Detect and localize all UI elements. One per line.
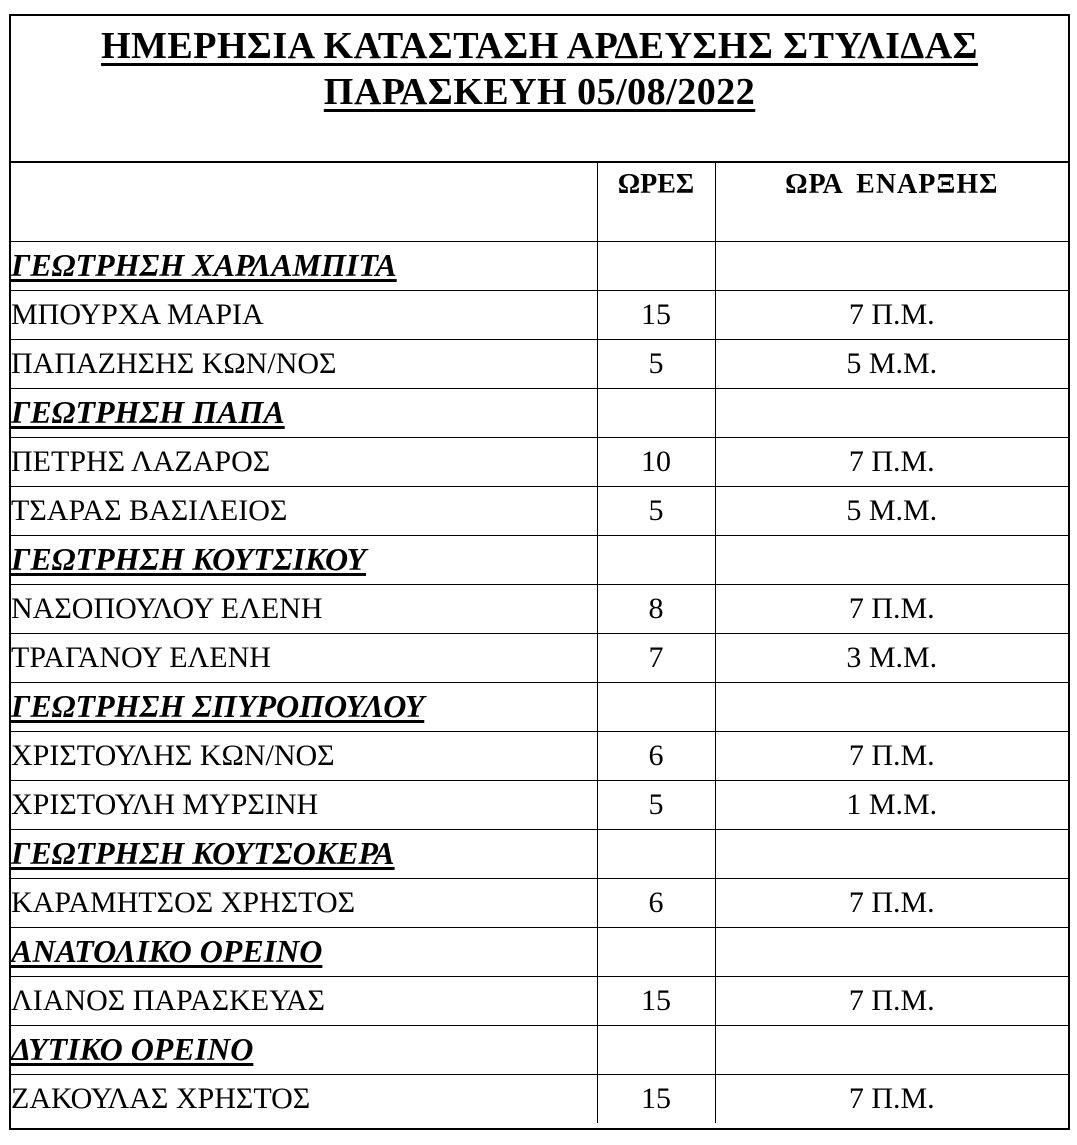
table-row xyxy=(11,633,1068,682)
start-time: 7 Π.Μ. xyxy=(715,976,1068,1025)
irrigation-hours: 8 xyxy=(597,584,715,633)
section-label: ΓΕΩΤΡΗΣΗ ΣΠΥΡΟΠΟΥΛΟΥ xyxy=(11,688,425,724)
section-label: ΓΕΩΤΡΗΣΗ ΠΑΠΑ xyxy=(11,394,285,430)
section-hours-cell xyxy=(597,241,715,290)
document-title-text: ΗΜΕΡΗΣΙΑ ΚΑΤΑΣΤΑΣΗ ΑΡΔΕΥΣΗΣ ΣΤΥΛΙΔΑΣ xyxy=(101,25,978,67)
start-time: 5 Μ.Μ. xyxy=(715,486,1068,535)
section-label: ΓΕΩΤΡΗΣΗ ΚΟΥΤΣΟΚΕΡΑ xyxy=(11,835,395,871)
table-row xyxy=(11,780,1068,829)
start-time: 7 Π.Μ. xyxy=(715,731,1068,780)
table-row xyxy=(11,976,1068,1025)
table-row xyxy=(11,486,1068,535)
table-row xyxy=(11,1074,1068,1123)
irrigation-hours: 6 xyxy=(597,731,715,780)
irrigation-table xyxy=(11,161,1068,1123)
section-label-cell xyxy=(11,682,597,731)
farmer-name: ΤΡΑΓΑΝΟΥ ΕΛΕΝΗ xyxy=(11,633,597,682)
section-label: ΓΕΩΤΡΗΣΗ ΧΑΡΛΑΜΠΙΤΑ xyxy=(11,247,397,283)
irrigation-hours: 7 xyxy=(597,633,715,682)
section-row xyxy=(11,241,1068,290)
table-row xyxy=(11,437,1068,486)
farmer-name: ΛΙΑΝΟΣ ΠΑΡΑΣΚΕΥΑΣ xyxy=(11,976,597,1025)
section-hours-cell xyxy=(597,682,715,731)
header-hours: ΩΡΕΣ xyxy=(597,161,715,241)
start-time: 7 Π.Μ. xyxy=(715,878,1068,927)
table-row xyxy=(11,339,1068,388)
section-label-cell xyxy=(11,388,597,437)
irrigation-hours: 15 xyxy=(597,1074,715,1123)
section-label-cell xyxy=(11,535,597,584)
section-label-cell xyxy=(11,1025,597,1074)
start-time: 7 Π.Μ. xyxy=(715,1074,1068,1123)
irrigation-hours: 15 xyxy=(597,290,715,339)
farmer-name: ΠΕΤΡΗΣ ΛΑΖΑΡΟΣ xyxy=(11,437,597,486)
irrigation-schedule-sheet xyxy=(9,14,1070,1130)
start-time: 5 Μ.Μ. xyxy=(715,339,1068,388)
document-date-text: ΠΑΡΑΣΚΕΥΗ 05/08/2022 xyxy=(323,71,756,113)
irrigation-hours: 5 xyxy=(597,486,715,535)
section-start-cell xyxy=(715,535,1068,584)
farmer-name: ΧΡΙΣΤΟΥΛΗΣ ΚΩΝ/ΝΟΣ xyxy=(11,731,597,780)
section-label: ΔΥΤΙΚΟ ΟΡΕΙΝΟ xyxy=(11,1031,254,1067)
section-label-cell xyxy=(11,241,597,290)
table-row xyxy=(11,290,1068,339)
table-header-row xyxy=(11,161,1068,241)
section-start-cell xyxy=(715,829,1068,878)
section-hours-cell xyxy=(597,927,715,976)
section-start-cell xyxy=(715,388,1068,437)
table-row xyxy=(11,584,1068,633)
section-row xyxy=(11,535,1068,584)
irrigation-hours: 5 xyxy=(597,339,715,388)
section-row xyxy=(11,829,1068,878)
section-hours-cell xyxy=(597,1025,715,1074)
start-time: 7 Π.Μ. xyxy=(715,290,1068,339)
section-hours-cell xyxy=(597,388,715,437)
section-label: ΑΝΑΤΟΛΙΚΟ ΟΡΕΙΝΟ xyxy=(11,933,323,969)
farmer-name: ΠΑΠΑΖΗΣΗΣ ΚΩΝ/ΝΟΣ xyxy=(11,339,597,388)
document-date xyxy=(11,72,1068,112)
section-row xyxy=(11,927,1068,976)
start-time: 3 Μ.Μ. xyxy=(715,633,1068,682)
section-hours-cell xyxy=(597,535,715,584)
header-name xyxy=(11,161,597,241)
farmer-name: ΚΑΡΑΜΗΤΣΟΣ ΧΡΗΣΤΟΣ xyxy=(11,878,597,927)
start-time: 7 Π.Μ. xyxy=(715,437,1068,486)
table-row xyxy=(11,878,1068,927)
start-time: 7 Π.Μ. xyxy=(715,584,1068,633)
irrigation-table-body xyxy=(11,161,1068,1123)
section-start-cell xyxy=(715,682,1068,731)
section-label: ΓΕΩΤΡΗΣΗ ΚΟΥΤΣΙΚΟΥ xyxy=(11,541,366,577)
farmer-name: ΜΠΟΥΡΧΑ ΜΑΡΙΑ xyxy=(11,290,597,339)
header-start-time: ΩΡΑ ΕΝΑΡΞΗΣ xyxy=(715,161,1068,241)
section-row xyxy=(11,682,1068,731)
table-row xyxy=(11,731,1068,780)
farmer-name: ΧΡΙΣΤΟΥΛΗ ΜΥΡΣΙΝΗ xyxy=(11,780,597,829)
title-block xyxy=(11,16,1068,163)
irrigation-hours: 10 xyxy=(597,437,715,486)
irrigation-hours: 15 xyxy=(597,976,715,1025)
section-hours-cell xyxy=(597,829,715,878)
section-label-cell xyxy=(11,927,597,976)
farmer-name: ΖΑΚΟΥΛΑΣ ΧΡΗΣΤΟΣ xyxy=(11,1074,597,1123)
section-label-cell xyxy=(11,829,597,878)
section-start-cell xyxy=(715,241,1068,290)
irrigation-hours: 6 xyxy=(597,878,715,927)
farmer-name: ΝΑΣΟΠΟΥΛΟΥ ΕΛΕΝΗ xyxy=(11,584,597,633)
start-time: 1 Μ.Μ. xyxy=(715,780,1068,829)
document-title xyxy=(11,26,1068,66)
irrigation-hours: 5 xyxy=(597,780,715,829)
section-row xyxy=(11,1025,1068,1074)
section-start-cell xyxy=(715,927,1068,976)
farmer-name: ΤΣΑΡΑΣ ΒΑΣΙΛΕΙΟΣ xyxy=(11,486,597,535)
section-row xyxy=(11,388,1068,437)
section-start-cell xyxy=(715,1025,1068,1074)
